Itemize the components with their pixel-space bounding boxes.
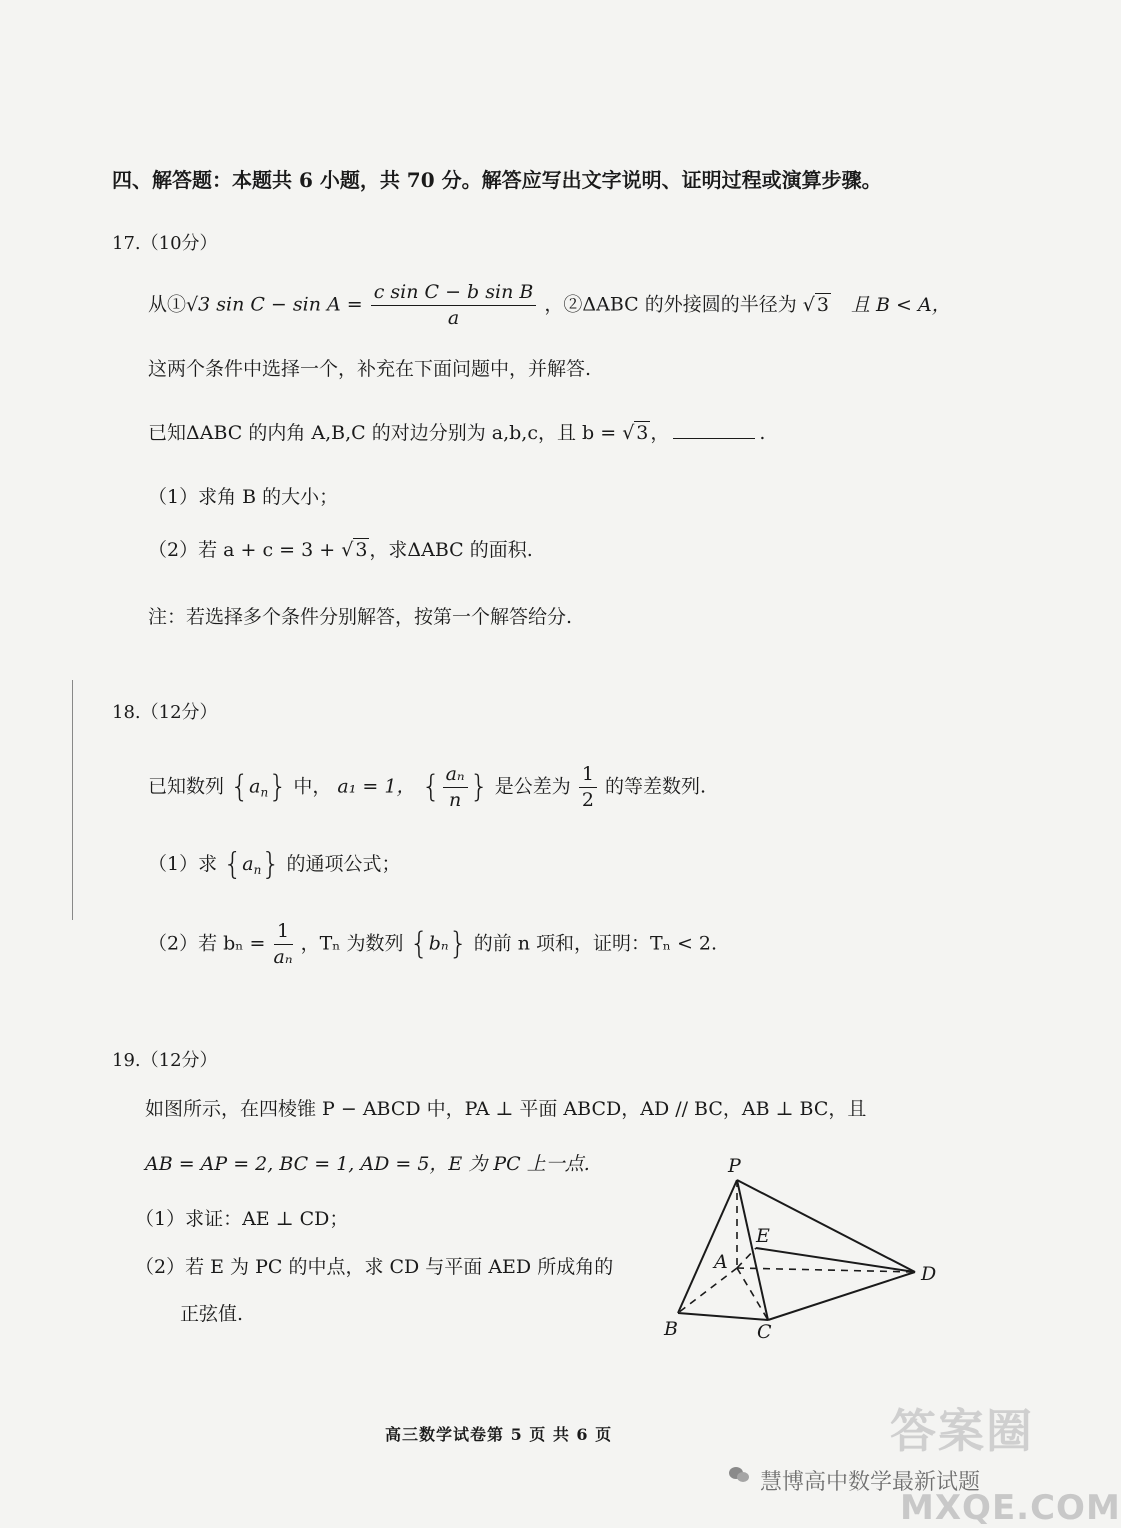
q18-part2-tail: 的前 n 项和，证明：Tₙ < 2. bbox=[473, 932, 718, 955]
q17-known-sqrt: √ 3 bbox=[622, 422, 649, 444]
margin-line bbox=[72, 680, 73, 920]
answer-blank bbox=[673, 426, 755, 439]
q18-an-over-n: $\frac{\text{aₙ}}{n}$ bbox=[443, 765, 468, 810]
watermark-logo: 答案圈 bbox=[890, 1404, 1034, 1458]
edge-PB bbox=[678, 1180, 737, 1313]
q17-part1: （1）求角 B 的大小； bbox=[148, 486, 339, 508]
q18-part2-fraction: $\frac{1}{\text{aₙ}}$ bbox=[273, 920, 293, 968]
edge-CD bbox=[768, 1272, 915, 1320]
right-brace-icon: } bbox=[268, 769, 288, 805]
q17-cond-prefix: 从① bbox=[148, 293, 187, 316]
edge-AB bbox=[678, 1268, 737, 1313]
q17-conditions bbox=[148, 283, 951, 328]
q17-known-tail: ， bbox=[650, 422, 670, 444]
q18-intro-tail: 的等差数列. bbox=[604, 775, 707, 798]
watermark-url: MXQE.COM bbox=[900, 1488, 1121, 1528]
q17-cond1-fraction bbox=[371, 283, 537, 328]
q18-intro-prefix: 已知数列 bbox=[148, 775, 225, 798]
right-brace-icon: } bbox=[261, 847, 281, 882]
pyramid-hidden-edges bbox=[678, 1180, 915, 1320]
q17-cond2-sqrt: √ 3 bbox=[802, 293, 829, 316]
wechat-icon bbox=[728, 1466, 750, 1484]
q17-cond1-sqrt-icon: √ bbox=[186, 293, 199, 316]
q18-half: $\frac{1}{2}$ bbox=[579, 765, 597, 810]
q17-part2-tail: ，求ΔABC 的面积. bbox=[369, 539, 533, 561]
edge-BC bbox=[678, 1313, 768, 1320]
q18-intro-mid: 中， bbox=[293, 775, 332, 798]
q17-part2-prefix: （2）若 a + c = 3 + bbox=[148, 539, 336, 561]
left-brace-icon: { bbox=[230, 769, 250, 805]
q19-line1: 如图所示，在四棱锥 P − ABCD 中，PA ⊥ 平面 ABCD，AD // BC，AB ⊥ BC，且 bbox=[145, 1098, 867, 1120]
section-title: 四、解答题：本题共 6 小题，共 70 分。解答应写出文字说明、证明过程或演算步骤。 bbox=[112, 168, 882, 192]
label-D: D bbox=[921, 1263, 937, 1285]
q18-number: 18.（12分） bbox=[112, 702, 218, 723]
edge-AC bbox=[737, 1268, 768, 1320]
q19-part2: （2）若 E 为 PC 的中点，求 CD 与平面 AED 所成角的 bbox=[135, 1256, 614, 1278]
q18-part1-prefix: （1）求 bbox=[148, 853, 218, 875]
q19-number: 19.（12分） bbox=[112, 1050, 218, 1071]
q18-intro bbox=[148, 765, 706, 810]
q17-note: 注：若选择多个条件分别解答，按第一个解答给分. bbox=[148, 606, 573, 628]
label-B: B bbox=[664, 1318, 678, 1340]
q18-part2 bbox=[148, 922, 717, 967]
left-brace-icon: { bbox=[409, 926, 429, 962]
q19-part1: （1）求证：AE ⊥ CD； bbox=[135, 1208, 349, 1230]
q18-intro-mid2: 是公差为 bbox=[494, 775, 571, 798]
q17-number: 17.（10分） bbox=[112, 233, 218, 254]
label-C: C bbox=[757, 1321, 772, 1343]
label-E: E bbox=[756, 1225, 770, 1247]
right-brace-icon: } bbox=[448, 926, 468, 962]
q18-seq-a: a bbox=[249, 775, 261, 798]
pyramid-figure bbox=[660, 1150, 950, 1350]
q17-part2 bbox=[148, 541, 533, 560]
q17-known: 已知ΔABC 的内角 A,B,C 的对边分别为 a,b,c，且 b = √ 3 ， . bbox=[148, 422, 766, 444]
q18-part2-prefix: （2）若 bₙ = bbox=[148, 932, 266, 955]
q19-line2: AB = AP = 2, BC = 1, AD = 5，E 为 PC 上一点. bbox=[145, 1153, 590, 1175]
q17-part2-sqrt: √ 3 bbox=[341, 539, 368, 561]
q17-known-prefix: 已知ΔABC 的内角 A,B,C 的对边分别为 a,b,c，且 b = bbox=[148, 422, 617, 444]
q18-part1: （1）求 $\{a_n\}$ 的通项公式； bbox=[148, 847, 401, 882]
left-brace-icon: { bbox=[421, 769, 441, 805]
q17-cond2-tail: 且 B < A， bbox=[851, 293, 951, 316]
q17-cond2: ，②ΔABC 的外接圆的半径为 bbox=[544, 293, 797, 316]
page-footer: 高三数学试卷第 5 页 共 6 页 bbox=[385, 1425, 613, 1444]
q17-cond1-num: c sin C − b sin B bbox=[371, 283, 537, 306]
q18-a1: a₁ = 1， bbox=[337, 775, 416, 798]
left-brace-icon: { bbox=[223, 847, 243, 882]
q18-part1-tail: 的通项公式； bbox=[286, 853, 401, 875]
q18-part2-seq: bₙ bbox=[428, 932, 449, 955]
watermark-text: 慧博高中数学最新试题 bbox=[760, 1470, 981, 1495]
q19-part2-cont: 正弦值. bbox=[180, 1303, 244, 1325]
q17-cond1-left: 3 sin C − sin A = bbox=[198, 293, 363, 316]
q18-seq-sub: n bbox=[260, 785, 269, 800]
q17-line2: 这两个条件中选择一个，补充在下面问题中，并解答. bbox=[148, 358, 592, 380]
pyramid-edges bbox=[678, 1180, 915, 1320]
q17-cond1-den: a bbox=[447, 307, 460, 329]
q18-part2-mid: ，Tₙ 为数列 bbox=[300, 932, 404, 955]
label-P: P bbox=[728, 1155, 741, 1177]
label-A: A bbox=[714, 1251, 728, 1273]
right-brace-icon: } bbox=[469, 769, 489, 805]
